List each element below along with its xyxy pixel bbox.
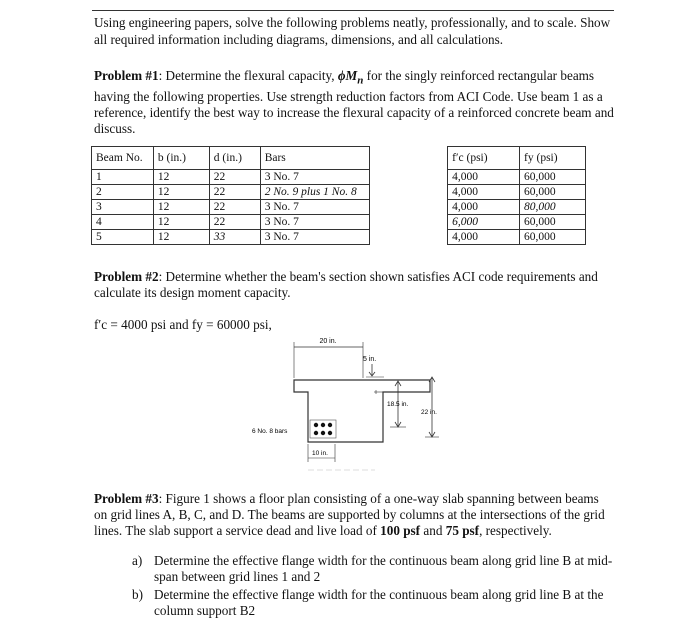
phi-mn-symbol: ϕM [337, 68, 358, 83]
table-spacer [370, 185, 448, 200]
material-properties: f′c = 4000 psi and fy = 60000 psi, [94, 317, 272, 332]
cell: 22 [209, 215, 260, 230]
dead-load-value: 100 psf [380, 523, 421, 538]
header-d: d (in.) [209, 147, 260, 170]
web-width-label: 10 in. [312, 450, 328, 457]
depth-inner-label: 18.5 in. [387, 401, 409, 408]
cell: 60,000 [520, 215, 586, 230]
header-beam-no: Beam No. [92, 147, 154, 170]
bar-group-box [310, 420, 336, 438]
cell: 33 [209, 230, 260, 245]
rebar-dot [328, 431, 332, 435]
cell: 60,000 [520, 185, 586, 200]
table-row [92, 200, 586, 215]
cell: 4,000 [448, 170, 520, 185]
table-spacer [370, 215, 448, 230]
problem-3-subquestions [132, 553, 614, 621]
cell: 60,000 [520, 170, 586, 185]
cell: 22 [209, 170, 260, 185]
top-rule [92, 10, 614, 11]
cell: 5 [92, 230, 154, 245]
live-load-value: 75 psf [445, 523, 480, 538]
cell: 80,000 [520, 200, 586, 215]
problem-1-heading: Problem #1 [94, 68, 159, 83]
cell: 60,000 [520, 230, 586, 245]
problem-2-heading: Problem #2 [94, 269, 159, 284]
cell: 12 [153, 200, 209, 215]
problem-3-mid: and [420, 523, 446, 538]
item-letter: b) [132, 587, 143, 602]
flange-width-label: 20 in. [319, 338, 337, 345]
intro-text: Using engineering papers, solve the following problems neatly, professionally, and to scale. Show all required information including diagrams, dimensions, and all calculations. [94, 15, 611, 47]
problem-2 [94, 269, 614, 301]
cell: 22 [209, 185, 260, 200]
cell: 3 [92, 200, 154, 215]
rebar-dot [321, 423, 325, 427]
depth-total-label: 22 in. [421, 409, 437, 416]
rebar-dot [314, 423, 318, 427]
table-header-row [92, 147, 586, 170]
problem-3-tail: , respectively. [479, 523, 552, 538]
cell: 3 No. 7 [260, 230, 370, 245]
cell: 4,000 [448, 200, 520, 215]
rebar-dot [321, 431, 325, 435]
cell: 6,000 [448, 215, 520, 230]
cell: 12 [153, 215, 209, 230]
rebar-dot [328, 423, 332, 427]
cell: 4,000 [448, 230, 520, 245]
bars-label: 6 No. 8 bars [252, 428, 288, 435]
cell: 22 [209, 200, 260, 215]
item-text: Determine the effective flange width for the continuous beam along grid line B at the column support B2 [154, 587, 604, 618]
cell: 3 No. 7 [260, 200, 370, 215]
cell: 12 [153, 185, 209, 200]
phi-mn-subscript: n [357, 74, 364, 87]
cell: 2 [92, 185, 154, 200]
cell: 12 [153, 170, 209, 185]
table-spacer [370, 147, 448, 170]
cell: 4,000 [448, 185, 520, 200]
problem-1 [94, 68, 614, 137]
table-row [92, 185, 586, 200]
problem-3-lead: : Figure 1 shows a floor plan consisting of a one-way slab spanning between beams on grid lines A, B, C, and D. The beams are supported by columns at the intersections of the grid lines. The slab support a service dead and live load of [94, 491, 605, 538]
header-bars: Bars [260, 147, 370, 170]
table-spacer [370, 170, 448, 185]
header-fy: fy (psi) [520, 147, 586, 170]
table-row [92, 230, 586, 245]
item-text: Determine the effective flange width for the continuous beam along grid line B at mid-span between grid lines 1 and 2 [154, 553, 613, 584]
header-fc: f′c (psi) [448, 147, 520, 170]
t-beam-drawing [250, 330, 450, 480]
header-b: b (in.) [153, 147, 209, 170]
cell: 2 No. 9 plus 1 No. 8 [260, 185, 370, 200]
cell: 12 [153, 230, 209, 245]
problem-3 [94, 491, 614, 539]
beam-properties-table [91, 146, 586, 245]
problem-2-text: : Determine whether the beam's section shown satisfies ACI code requirements and calculate its design moment capacity. [94, 269, 598, 300]
list-item [132, 587, 614, 619]
cell: 3 No. 7 [260, 215, 370, 230]
problem-3-heading: Problem #3 [94, 491, 159, 506]
flange-depth-label: 5 in. [363, 356, 377, 363]
t-beam-section-figure [250, 330, 450, 480]
problem-1-lead: : Determine the flexural capacity, [158, 68, 338, 83]
table-spacer [370, 200, 448, 215]
rebar-dot [314, 431, 318, 435]
item-letter: a) [132, 553, 143, 568]
table-spacer [370, 230, 448, 245]
list-item [132, 553, 614, 585]
cell: 1 [92, 170, 154, 185]
cell: 3 No. 7 [260, 170, 370, 185]
problem-1-rest: for the singly reinforced rectangular beams having the following properties. Use strength reduction factors from ACI Code. Use beam 1 as a reference, identify the best way to increase the flexural capacity of a reinforced concrete beam and discuss. [94, 68, 614, 136]
table-row [92, 170, 586, 185]
cell: 4 [92, 215, 154, 230]
table-row [92, 215, 586, 230]
